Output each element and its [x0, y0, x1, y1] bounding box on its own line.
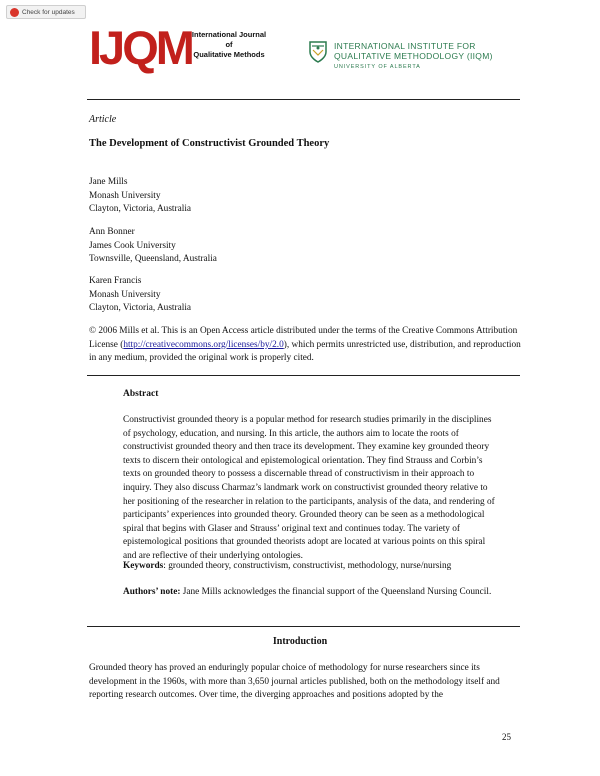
journal-name	[187, 30, 271, 60]
authors-note-label: Authors’ note:	[123, 587, 181, 597]
update-icon	[10, 8, 19, 17]
author-name: Karen Francis	[89, 276, 142, 286]
author-block	[89, 275, 191, 316]
institute-name	[334, 41, 493, 61]
journal-name-line-2: of	[225, 40, 233, 49]
page-number: 25	[502, 732, 511, 742]
university-crest-icon	[308, 40, 328, 64]
author-name: Ann Bonner	[89, 227, 135, 237]
author-location: Clayton, Victoria, Australia	[89, 204, 192, 215]
license-text-after: ), which permits unrestricted use, distribution, and reproduction in any medium, provided the original work is properly cited.	[89, 339, 521, 364]
introduction-body: Grounded theory has proved an enduringly popular choice of methodology for nurse researchers since its development in the 1960s, with more than 3,650 journal articles published, both on the methodology itself and reporting research outcomes. Over time, the diverging approaches and positions adopted by the	[89, 663, 500, 701]
check-for-updates-label: Check for updates	[22, 8, 75, 16]
ijqm-mark: IJQM	[89, 21, 192, 74]
author-name: Jane Mills	[89, 177, 128, 187]
university-name: UNIVERSITY OF ALBERTA	[334, 64, 421, 70]
author-block	[89, 226, 217, 267]
journal-name-line-1: International Journal	[191, 30, 267, 39]
keywords-list: : grounded theory, constructivism, constructivist, methodology, nurse/nursing	[163, 561, 452, 571]
author-affiliation: Monash University	[89, 190, 161, 201]
keywords	[123, 561, 523, 571]
header-divider	[87, 99, 520, 100]
author-block	[89, 176, 191, 217]
abstract-top-divider	[87, 375, 520, 376]
article-title: The Development of Constructivist Grounded Theory	[89, 138, 330, 149]
introduction-heading: Introduction	[272, 636, 328, 647]
institute-name-line-2: QUALITATIVE METHODOLOGY (IIQM)	[334, 51, 493, 61]
author-location: Clayton, Victoria, Australia	[89, 303, 192, 314]
journal-name-line-3: Qualitative Methods	[193, 50, 265, 59]
license-statement	[89, 325, 529, 366]
license-link[interactable]: http://creativecommons.org/licenses/by/2.0	[123, 339, 284, 350]
institute-name-line-1: INTERNATIONAL INSTITUTE FOR	[334, 41, 476, 51]
iiqm-logo	[308, 38, 528, 78]
abstract-bottom-divider	[87, 626, 520, 627]
authors-note-text: Jane Mills acknowledges the financial support of the Queensland Nursing Council.	[180, 587, 492, 597]
ijqm-logo	[89, 20, 269, 76]
keywords-label: Keywords	[123, 561, 164, 571]
license-text-before: © 2006 Mills et al. This is an Open Access article distributed under the terms of the Creative Commons Attribution License (	[89, 326, 518, 350]
article-type-label: Article	[89, 114, 117, 125]
check-for-updates-badge[interactable]	[6, 5, 86, 19]
abstract-body: Constructivist grounded theory is a popular method for research studies primarily in the disciplines of psychology, education, and nursing. In this article, the authors aim to locate the roots of constructivist grounded theory and then trace its development. They examine key grounded theory texts to discern their ontological and epistemological orientation. They find Strauss and Corbin’s texts on grounded theory to possess a discernable thread of constructivism in their approach to inquiry. They also discuss Charmaz’s landmark work on constructivist grounded theory relative to her positioning of the researcher in relation to the participants, analysis of the data, and rendering of participants’ experiences into grounded theory. Grounded theory can be seen as a methodological spiral that begins with Glaser and Strauss’ original text and continues today. The variety of epistemological positions that grounded theorists adopt are located at various points on this spiral and are reflective of their underlying ontologies.	[123, 415, 495, 561]
author-affiliation: Monash University	[89, 289, 161, 300]
abstract-heading: Abstract	[123, 389, 159, 399]
authors-note	[123, 586, 503, 600]
author-location: Townsville, Queensland, Australia	[89, 254, 217, 265]
author-affiliation: James Cook University	[89, 240, 176, 251]
